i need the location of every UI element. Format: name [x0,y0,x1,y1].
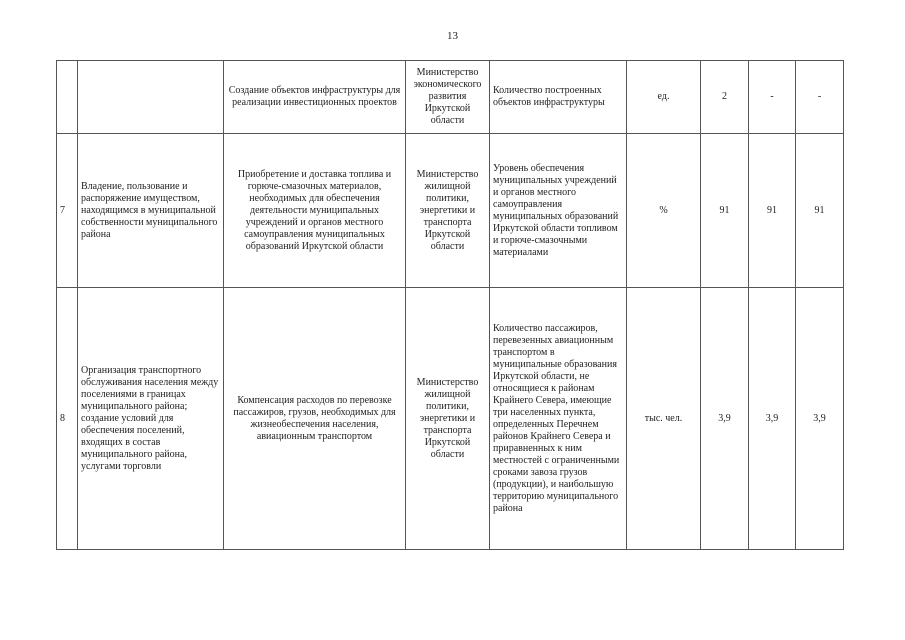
value-cell-2: 91 [749,134,796,288]
executor-cell: Министерство жилищной политики, энергетики и транспорта Иркутской области [406,134,490,288]
measure-cell: Компенсация расходов по перевозке пассажиров, грузов, необходимых для жизнеобеспечения населения, авиационным транспортом [224,288,406,550]
table-row [57,61,844,134]
row-number: 7 [57,134,78,288]
value-cell-2: - [749,61,796,134]
authority-cell: Организация транспортного обслуживания населения между поселениями в границах муниципального района; создание условий для обеспечения поселений, входящих в состав муниципального района, услугами торговли [78,288,224,550]
value-cell-3: - [796,61,844,134]
executor-cell: Министерство экономического развития Иркутской области [406,61,490,134]
table-row [57,134,844,288]
value-cell-2: 3,9 [749,288,796,550]
indicator-cell: Уровень обеспечения муниципальных учреждений и органов местного самоуправления муниципальных образований Иркутской области топливом и горюче-смазочными материалами [490,134,627,288]
program-table [56,60,844,550]
value-cell-1: 3,9 [701,288,749,550]
measure-cell: Приобретение и доставка топлива и горюче-смазочных материалов, необходимых для обеспечения деятельности муниципальных учреждений и органов местного самоуправления муниципальных образований Иркутской области [224,134,406,288]
row-number: 8 [57,288,78,550]
value-cell-3: 91 [796,134,844,288]
table-row [57,288,844,550]
indicator-cell: Количество пассажиров, перевезенных авиационным транспортом в муниципальные образования Иркутской области, не относящиеся к районам Крайнего Севера, имеющие три населенных пункта, определенных Перечнем районов Крайнего Севера и приравненных к ним местностей с ограниченными сроками завоза грузов (продукции), и наибольшую территорию муниципального района [490,288,627,550]
measure-cell: Создание объектов инфраструктуры для реализации инвестиционных проектов [224,61,406,134]
value-cell-1: 2 [701,61,749,134]
unit-cell: тыс. чел. [627,288,701,550]
value-cell-3: 3,9 [796,288,844,550]
unit-cell: % [627,134,701,288]
unit-cell: ед. [627,61,701,134]
page-number: 13 [447,30,458,42]
executor-cell: Министерство жилищной политики, энергетики и транспорта Иркутской области [406,288,490,550]
value-cell-1: 91 [701,134,749,288]
row-number [57,61,78,134]
indicator-cell: Количество построенных объектов инфраструктуры [490,61,627,134]
authority-cell [78,61,224,134]
authority-cell: Владение, пользование и распоряжение имуществом, находящимся в муниципальной собственности муниципального района [78,134,224,288]
